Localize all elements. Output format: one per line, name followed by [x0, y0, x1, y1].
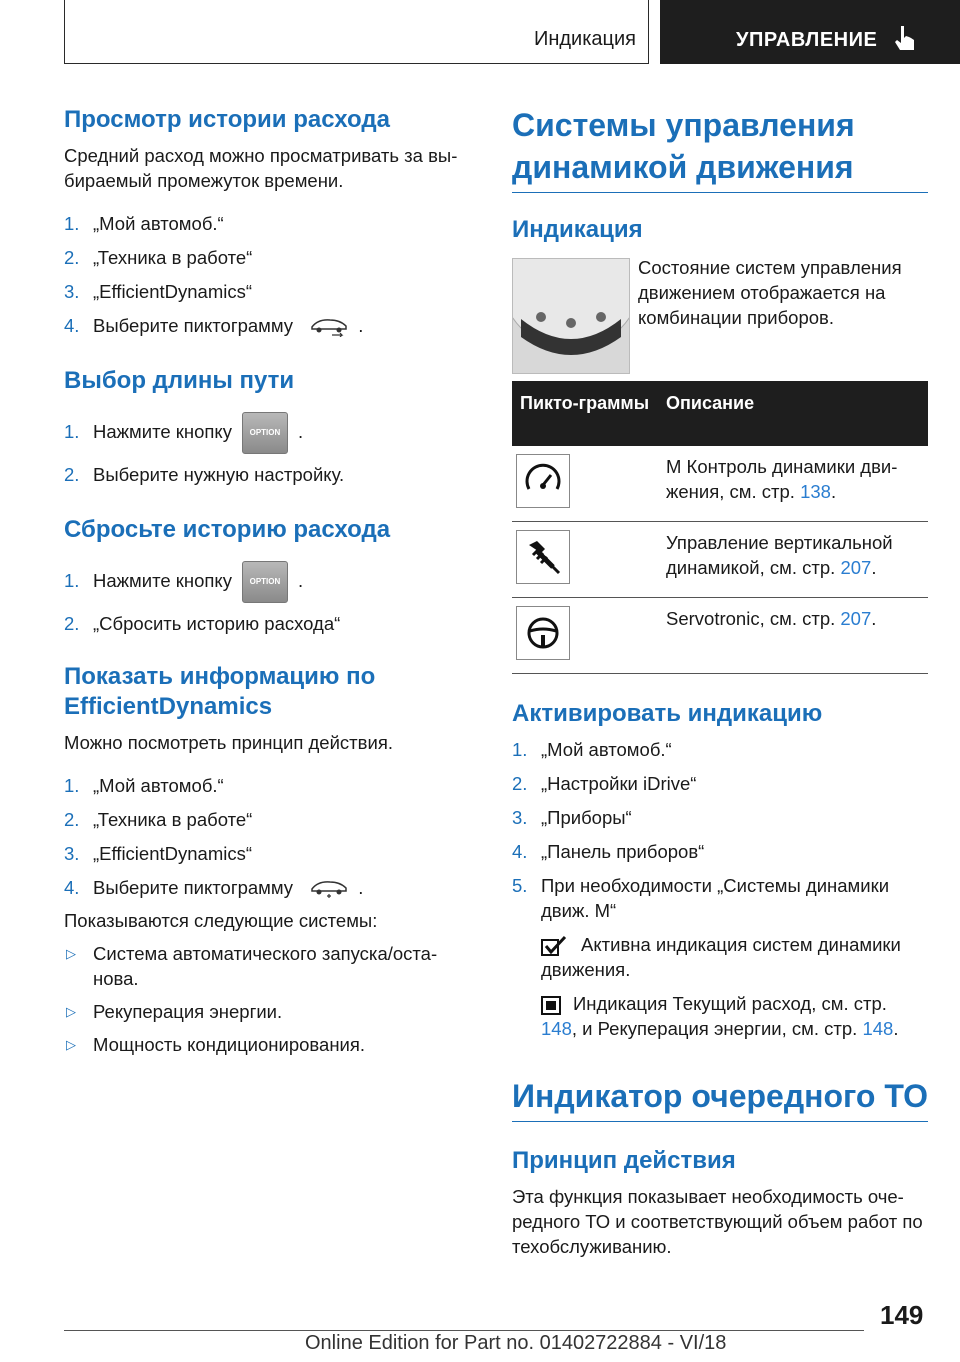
list-item: 1. Нажмите кнопку OPTION . — [64, 559, 474, 603]
car-route-icon — [308, 317, 352, 337]
table-cell-description: Servotronic, см. стр. 207. — [658, 598, 928, 674]
bullet-item: ▷ Мощность кондиционирования. — [66, 1034, 366, 1056]
list-item: 2. „Сбросить историю расхода“ — [64, 613, 341, 635]
main-title-service: Индикатор очередного ТО — [512, 1075, 928, 1122]
principle-text: Эта функция показывает необходимость оче-редного ТО и соответствующий объем работ по техобслуживанию. — [512, 1186, 923, 1258]
list-item: 2. „Техника в работе“ — [64, 809, 253, 831]
list-item: 4. „Панель приборов“ — [512, 841, 705, 862]
header-chapter-box — [660, 0, 960, 64]
left-column — [64, 105, 474, 1057]
list-item: 1. Нажмите кнопку OPTION . — [64, 410, 474, 454]
list-item: 2. Выберите нужную настройку. — [64, 464, 345, 486]
list-item: 2. „Настройки iDrive“ — [512, 773, 697, 794]
table-cell-description: Управление вертикальной динамикой, см. стр. 207. — [658, 522, 928, 598]
section-title-principle: Принцип действия — [512, 1147, 736, 1175]
page-link[interactable]: 148 — [541, 1018, 572, 1040]
main-title-dynamics: Системы управления динамикой движения — [512, 104, 928, 193]
table-cell-description: M Контроль динамики дви-жения, см. стр. 138. — [658, 446, 928, 522]
activation-box-text: Индикация Текущий расход, см. стр. 148, и Рекуперация энергии, см. стр. 148. — [541, 993, 899, 1040]
header-section-title: Индикация — [533, 28, 636, 50]
section-title-activate: Активировать индикацию — [512, 700, 823, 727]
list-item: 3. „EfficientDynamics“ — [64, 843, 253, 865]
table-row — [512, 446, 928, 522]
list-item: 4. Выберите пиктограмму . — [64, 877, 364, 899]
activation-check-text: Активна индикация систем динамики движения. — [541, 934, 901, 981]
checkbox-checked-icon — [541, 935, 575, 957]
indication-text: Состояние систем управления движением отображается на комбинации приборов. — [638, 257, 902, 328]
list-item: 1. „Мой автомоб.“ — [512, 739, 672, 760]
list-item: 3. „EfficientDynamics“ — [64, 281, 253, 302]
list-item: 1. „Мой автомоб.“ — [64, 775, 224, 797]
list-item: 3. „Приборы“ — [512, 807, 632, 828]
list-item: 5. При необходимости „Системы динамики движ. M“ — [512, 875, 890, 921]
right-column — [512, 104, 928, 375]
hand-pointer-icon — [892, 24, 918, 54]
header-section-box — [64, 0, 649, 64]
list-item: 4. Выберите пиктограмму . — [64, 315, 364, 336]
page-link[interactable]: 138 — [800, 481, 831, 502]
table-header-description: Описание — [658, 381, 928, 446]
page-link[interactable]: 207 — [840, 557, 872, 578]
footer-divider — [64, 1330, 864, 1331]
option-button-image: OPTION — [242, 561, 288, 603]
page-link[interactable]: 207 — [840, 608, 872, 629]
car-info-icon — [308, 879, 352, 899]
table-row — [512, 522, 928, 598]
list-item: 2. „Техника в работе“ — [64, 247, 253, 268]
section-title-indication: Индикация — [512, 216, 643, 243]
instrument-cluster-image — [512, 258, 630, 374]
section-title-history: Просмотр истории расхода — [64, 106, 390, 133]
section-title-reset: Сбросьте историю расхода — [64, 516, 391, 544]
section-title-efficientdynamics: Показать информацию по EfficientDynamics — [64, 663, 376, 721]
list-item: 1. „Мой автомоб.“ — [64, 213, 224, 234]
checkbox-filled-icon — [541, 994, 567, 1016]
history-intro: Средний расход можно просматривать за вы-бираемый промежуток времени. — [64, 145, 458, 191]
table-row — [512, 598, 928, 674]
systems-shown-text: Показываются следующие системы: — [64, 910, 378, 932]
page-number: 149 — [880, 1300, 924, 1330]
bullet-item: ▷ Рекуперация энергии. — [66, 1001, 283, 1023]
shock-absorber-icon — [516, 530, 570, 584]
bullet-item: ▷ Система автоматического запуска/оста-нова. — [66, 943, 438, 990]
section-title-distance: Выбор длины пути — [64, 367, 295, 394]
header-chapter-title: УПРАВЛЕНИЕ — [736, 29, 878, 51]
footer-edition: Online Edition for Part no. 01402722884 - VI/18 — [305, 1332, 727, 1354]
pictogram-table — [512, 381, 928, 674]
table-header-pictogram: Пикто-граммы — [512, 381, 658, 446]
efficientdynamics-intro: Можно посмотреть принцип действия. — [64, 732, 393, 754]
speedometer-icon — [516, 454, 570, 508]
page-link[interactable]: 148 — [862, 1018, 894, 1040]
steering-wheel-icon — [516, 606, 570, 660]
option-button-image: OPTION — [242, 412, 288, 454]
right-column-lower — [512, 699, 928, 1259]
